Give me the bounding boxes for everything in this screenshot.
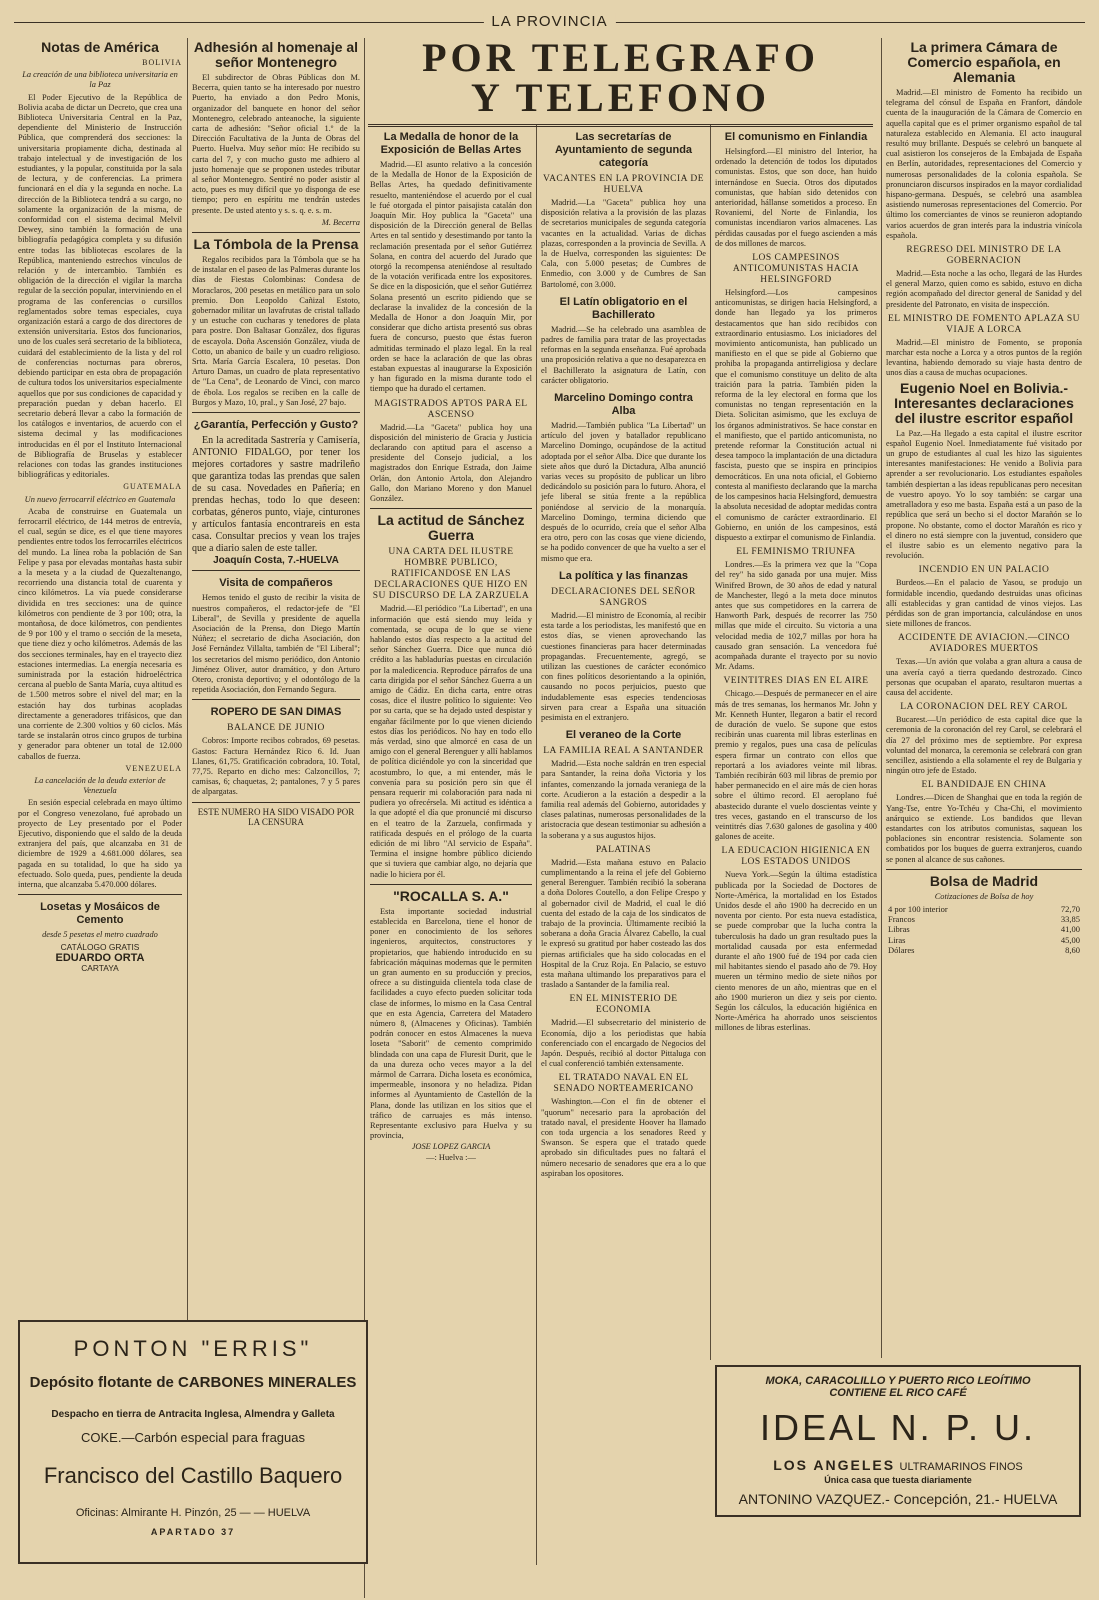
article-subtitle: La creación de una biblioteca universitaria en la Paz	[22, 70, 178, 90]
article-body: Regalos recibidos para la Tómbola que se ha de instalar en el paseo de las Palmeras durante los días de Fiestas Colombinas: Condesa de Moraclaros, 200 pesetas en metálico para un solo premio. Don Leopoldo Cañizal Estoto, gobernador militar un lavafrutas de cristal tallado y un estuche con cucharas y tenedores de plata para postre. Don Baltasar González, dos figuras de escayola. Doña Ascensión González, viuda de Cotto, un abanico de baile y un cuadro religioso. Srta. María García Escalera, 10 pesetas. Don Arturo Damas, un cuadro de plata representativo de "La Cena", de Leonardo de Vinci, con marco de ébola. Los regalos se reciben en la calle de Burgos y Mazo, 10, pral., y San José, 27 bajo.	[192, 255, 360, 407]
section-label: VENEZUELA	[125, 763, 182, 773]
signature: JOSE LOPEZ GARCIA	[411, 1142, 491, 1152]
ad-ideal-line: MOKA, CARACOLILLO Y PUERTO RICO LEOÍTIMO	[765, 1375, 1031, 1387]
masthead: LA PROVINCIA	[483, 13, 615, 30]
ad-ponton-name: Francisco del Castillo Baquero	[43, 1463, 343, 1488]
column-4	[541, 125, 706, 1565]
bolsa-value: 45,00	[1060, 934, 1080, 945]
bolsa-item: Liras	[888, 934, 906, 945]
column-1	[18, 38, 182, 1316]
article-subtitle: MAGISTRADOS APTOS PARA EL ASCENSO	[374, 398, 528, 420]
ad-ideal-npu	[715, 1365, 1081, 1517]
divider	[192, 699, 360, 700]
censura-note: ESTE NUMERO HA SIDO VISADO POR LA CENSURA	[197, 806, 355, 827]
signature: M. Becerra	[321, 217, 360, 227]
article-body: Burdeos.—En el palacio de Yasou, se produjo un formidable incendio, quedando destruidas unas oficinas allí establecidas y gran cantidad de vinos viejos. Las pérdidas son de gran importancia, calculándose en unos siete millones de francos.	[886, 578, 1082, 629]
article-body: Helsingford.—Los campesinos anticomunistas, se dirigen hacia Helsingford, a donde han llegado ya los primeros destacamentos que han sido recibidos con extraordinario entusiasmo. Los iniciadores del movimiento anticomunista, han publicado un manifiesto en el que se pide al Gobierno que prohiba la propaganda antirreligiosa y declare que el comunismo constituye un delito de alta traición para la patria. También piden la reforma de la ley electoral en forma que los comunistas no tengan representación en la Dieta. Solicitan asimismo, que les excluya de los órganos administrativos. Se hace constar en el manifiesto, que el partido anticomunista, no pretende reformar la Constitución actual ni desea tampoco la implantación de una dictadura fascista, puesto que se inspira en principios democráticos. En una nota oficial, el Gobierno contesta al manifiesto declarando que la marcha de los campesinos hacia Helsingford, demuestra la absoluta necesidad de adoptar medidas contra el comunismo de carácter extraordinario. El Gobierno, en unión de los campesinos, está dispuesto a extirpar el comunismo de Finlandia.	[715, 288, 877, 542]
ad-ideal-line: Única casa que tuesta diariamente	[824, 1475, 972, 1485]
article-subtitle: EN EL MINISTERIO DE ECONOMIA	[569, 994, 678, 1016]
article-body: Chicago.—Después de permanecer en el aire más de tres semanas, los hermanos Mr. John y Mr. Kenneth Hunter, llegaron a batir el record de duración de vuelo. Se supone que estos recibirán unas cuarenta mil libras esterlinas en premio y regalos, pues una casa de películas espera firmar un contrato con ellos que reportará a los aviadores veinte mil libras. También recibirán 603 mil libras de premio por haber permanecido en el aire más de cien horas sobre el último record. El aeroplano fué abastecido durante el vuelo doscientas veinte y tres veces, gastando en el transcurso de los veintitrés días 7.630 galones de gasolina y 400 galones de aceite.	[715, 689, 877, 842]
article-subtitle: INCENDIO EN UN PALACIO	[918, 565, 1050, 576]
column-divider	[536, 125, 537, 1565]
divider	[192, 232, 360, 233]
article-title: ROPERO DE SAN DIMAS	[210, 706, 342, 719]
ad-ideal-line: LOS ANGELES	[773, 1457, 896, 1473]
article-subtitle: VACANTES EN LA PROVINCIA DE HUELVA	[542, 174, 705, 195]
bolsa-row	[886, 904, 1082, 914]
ad-body: En la acreditada Sastrería y Camisería, ANTONIO FIDALGO, por tener los mejores cortadores y sastre madrileño que garantiza todas las prendas que salen de su casa. Novedades en Pañería; en prendas hechas, todo lo que deseen: corbatas, géneros punto, viaje, cinturones y artículos fantasía encontrareis en esta casa. Consultar precios y vean los trajes que a diario salen de este taller.	[192, 435, 360, 555]
article-body: Madrid.—El subsecretario del ministerio de Economía, dijo a los periodistas que había conferenciado con el encargado de Negocios del Japón. Después, recibió al doctor Pittaluga con el cual conferenció también extensamente.	[541, 1018, 706, 1069]
bolsa-value: 8,60	[1065, 944, 1080, 955]
article-title: El comunismo en Finlandia	[724, 131, 868, 143]
article-title: El veraneo de la Corte	[565, 729, 682, 742]
article-body: Madrid.—También publica "La Libertad" un artículo del joven y batallador republicano Marcelino Domingo, ocupándose de la actitud adoptada por el señor Alba. Dice que durante los siete años que duró la Dictadura, Alba anunció varias veces su propósito de publicar un libro dedicándolo su posición para lo futuro. Ahora, el jefe liberal se sitúa frente a la república poniéndose al servicio de la monarquía. Marcelino Domingo, termina diciendo que después de lo ocurrido, creía que el señor Alba era otro, pero con las cosas que viene diciendo, se ha podido convencer de que ha vuelto a ser el mismo que era.	[541, 421, 706, 563]
article-body: Cobros: Importe recibos cobrados, 69 pesetas. Gastos: Factura Hernández Rico 6. Id. Juan Llanes, 61,75. Gratificación cobradora, 10. Total, 77,75. Reparto en dicho mes: Calzoncillos, 7; camisas, 6; chaquetas, 2; pantalones, 7 y 5 pares de alpargatas.	[192, 736, 360, 797]
column-divider	[881, 38, 882, 1358]
bolsa-title: Bolsa de Madrid	[929, 872, 1039, 889]
section-label: BOLIVIA	[142, 58, 182, 67]
article-body: Madrid.—Se ha celebrado una asamblea de padres de familia para tratar de las proyectadas reformas en la segunda enseñanza. Fué aprobada una proposición relativa a que no desaparezca en el Bachillerato la asignatura de Latín, con carácter obligatorio.	[541, 324, 706, 385]
column-divider	[710, 125, 711, 1360]
article-subtitle: BALANCE DE JUNIO	[227, 723, 325, 734]
article-body: Helsingford.—El ministro del Interior, ha ordenado la detención de todos los diputados comunistas. Estos, que son doce, han huido internándose en Suecia. Otros dos diputados comunistas, que habían sido detenidos con anterioridad, hállanse sometidos a proceso. En Rovaniemi, del Norte de Finlandia, los comunistas incendiaron varios almacenes. Las pérdidas causadas por el fuego ascienden a más de dos millones de marcos.	[715, 147, 877, 248]
ad-title: Losetas y Mosáicos de Cemento	[40, 901, 160, 927]
article-title: Adhesión al homenaje al señor Montenegro	[193, 39, 359, 70]
ad-line: EDUARDO ORTA	[55, 951, 145, 964]
article-body: Madrid.—El asunto relativo a la concesión de la Medalla de Honor de la Exposición de Bellas Artes, ha quedado definitivamente resuelto, manteniéndose el acuerdo por el cual le fué otorgada el pintor paisajista catalán don Joaquín Mir. Hoy publica la "Gaceta" una disposición de la Dirección general de Bellas Artes en tal sentido y desestimando por tanto la reclamación presentada por el señor Gutiérrez Solana, en contra del acuerdo del Jurado que otorgó la recompensa ateniéndose al resultado de la votación verificada entre los expositores. Se dice en la disposición, que el señor Gutiérrez Solana presentó un escrito pidiendo que se declarase la invalidez de la concesión de la Medalla de Honor a don Joaquín Mir, por considerar que dicho artista presentó sus obras fuera de concurso, puesto que éstas fueron admitidas terminado el plazo legal. En la real orden se hace la aclaración de que las obras estaban expuestas al inaugurarse la Exposición y han figurado en la misma durante todo el tiempo que ha durado el certamen.	[370, 160, 532, 394]
article-title: Notas de América	[41, 39, 159, 55]
main-headline	[368, 35, 873, 120]
divider	[192, 802, 360, 803]
ad-ponton-address: Oficinas: Almirante H. Pinzón, 25 — — HUELVA	[75, 1507, 311, 1519]
ad-line: CARTAYA	[81, 962, 119, 973]
bolsa-value: 41,00	[1060, 924, 1080, 935]
article-body: Madrid.—Esta noche a las ocho, llegará de las Hurdes el general Marzo, quien como es sabido, estuvo en dicha región acompañado del director general de Sanidad y del presidente del Patronato, en visita de inspección.	[886, 269, 1082, 309]
article-body: Washington.—Con el fin de obtener el "quorum" necesario para la aprobación del tratado naval, el presidente Hoover ha llamado con toda urgencia a los senadores Reed y Swanson. Se espera que el tratado quede aprobado sin dificultades pues no faltará el número necesario de senadores que era a lo que aspiraban los opositores.	[541, 1097, 706, 1178]
article-body: Madrid.—Esta noche saldrán en tren especial para Santander, la reina doña Victoria y los infantes, comenzando la jornada veraniega de la corte. Acudieron a la estación a despedir a la familia real además del Gobierno, autoridades y clases palatinas, numerosas personalidades de la aristocracia que desean testimoniar su adhesión a la soberana y a sus augustos hijos.	[541, 759, 706, 840]
bolsa-value: 33,85	[1060, 914, 1080, 925]
ad-ponton-apartado: APARTADO 37	[150, 1527, 236, 1537]
article-subtitle: LA FAMILIA REAL A SANTANDER	[543, 746, 704, 757]
article-body: Madrid.—La "Gaceta" publica hoy una disposición del ministerio de Gracia y Justicia declarando con aptitud para el ascenso a presidente del Consejo judicial, a los magistrados don Enrique Estrada, don Jaime Orlán, don Antonio Artola, don Alejandro Gallo, don Mariano Moreno y don Manuel González.	[370, 422, 532, 504]
headline-line-2: Y TELEFONO	[471, 75, 770, 120]
column-5	[715, 125, 877, 1353]
ad-ponton-erris	[18, 1320, 368, 1564]
article-body: La Paz.—Ha llegado a esta capital el ilustre escritor español Eugenio Noel. Inmediatamente fué visitado por un grupo de estudiantes al cual les hizo las siguientes interesantes manifestaciones: He venido a Bolivia para aprender a ser revolucionario. Los estudiantes españoles también despiertan a las ideas republicanas pero necesitan de vuestro apoyo. Yo lo soy también: se cargar una ametralladora y eso me basta. España está a un paso de la república que será un becho si el doctor Marañón se lo propone. No obstante, como el doctor Marañón es rico y el dinero no está siempre con la juventud, considero que el ilustre sabio es un elemento negativo para la revolución.	[886, 428, 1082, 561]
article-subtitle: Un nuevo ferrocarril eléctrico en Guatemala	[24, 494, 176, 504]
bolsa-item: Dólares	[888, 944, 915, 955]
article-body: El subdirector de Obras Públicas don M. Becerra, quien tanto se ha interesado por nuestro Puerto, ha enviado a don Pedro Monis, organizador del banquete en honor del señor Montenegro, celebrado anteanoche, la siguiente carta de adhesión: "Señor oficial 1.º de la Dirección Facultativa de la Junta de Obras del Puerto. Huelva. Muy señor mío: He recibido su carta del 7, y con mucho gusto me adhiero al justo homenaje que se proponen ustedes tributar al señor Montenegro. Sentiré no poder asistir al acto, pues es muy difícil que yo disponga de ese tiempo; pero en espíritu me tendrán ustedes presente. De usted atento y s. s. q. e. s. m.	[192, 73, 360, 215]
article-body: Madrid.—El ministro de Economía, al recibir esta tarde a los periodistas, les manifestó que en estos días, se vienen aprovechando las cuestiones financieras para hacer determinadas propagandas. Frecuentemente, agregó, se utilizan las cuestiones de carácter económico con fines políticos desorientando a la opinión, causando no pocos perjuicios, puesto que indudablemente esas especies tendenciosas sirven para crear a España una situación pesimista en el extranjero.	[541, 610, 706, 722]
column-divider	[187, 38, 188, 1323]
article-body: Londres.—Dicen de Shanghai que en toda la región de Yang-Tse, entre Yo-Tchéu y Cha-Chi, el movimiento anárquico se extiende. Los bandidos que llevan estandartes con los atributos comunistas, saquean los poblaciones sin encontrar resistencia. Solamente son combatidos por los buques de guerra extranjeros, cuando se ponen al alcance de sus cañones.	[886, 793, 1082, 864]
bolsa-subtitle: Cotizaciones de Bolsa de hoy	[934, 891, 1034, 901]
article-title: La primera Cámara de Comercio española, en Alemania	[907, 39, 1061, 85]
article-subtitle: EL MINISTRO DE FOMENTO APLAZA SU VIAJE A LORCA	[887, 313, 1081, 335]
column-6	[886, 38, 1082, 1358]
article-subtitle: La cancelación de la deuda exterior de Venezuela	[34, 776, 166, 796]
article-body: Hemos tenido el gusto de recibir la visita de nuestros compañeros, el redactor-jefe de "El Liberal", de Sevilla y presidente de aquella Asociación de la Prensa, don Diego Martín Núñez; el secretario de dicha Asociación, don José Fernández Villalta, también de "El Liberal"; los secretarios del mismo periódico, don Antonio Jiménez Oliver, autor dramático, y don Arturo Otero, cronista deportivo; y el odontólogo de la repetida Asociación, don Fernando Segura.	[192, 593, 360, 695]
article-body: Acaba de construirse en Guatemala un ferrocarril eléctrico, de 144 metros de entrevía, el cual, según se dice, es el que tiene mayores pendientes entre todos los ferrocarriles eléctricos del mundo. La línea roba la población de San Felipe y pasa por elevadas montañas hasta subir a la meseta y a la ciudad de Quezaltenango, recorriendo una distancia total de cuarenta y cinco kilómetros. La vía puede considerarse dividida en tres secciones: una de quince kilómetros con pendiente de 3 por 100; otra, la montañosa, de doce kilómetros, con pendientes de 9 por 100 y el tramo o sección de la meseta, que tiene diez y ocho kilómetros. Además de las dos secciones terminales, hay en el trayecto diez estaciones intermedias. La energía necesaria es suministrada por la estación hidroeléctrica cercana al pueblo de Santa María, cuya altitud es de 1.500 metros sobre el nivel del mar; en la estación hay dos turbinas acopladas directamente a generadores trifásicos, que dan una corriente de 2.300 voltios y 60 ciclos. Más tarde se instalarán otros cinco grupos de turbina y generador para obtener un total de 12.000 caballos de fuerza.	[18, 506, 182, 761]
article-title: El Latín obligatorio en el Bachillerato	[559, 295, 688, 321]
ad-ideal-line: ULTRAMARINOS FINOS	[899, 1461, 1023, 1473]
bolsa-item: 4 por 100 interior	[888, 903, 948, 914]
article-subtitle: REGRESO DEL MINISTRO DE LA GOBERNACION	[906, 245, 1062, 267]
ad-address: Joaquín Costa, 7.-HUELVA	[213, 555, 339, 567]
article-title: Visita de compañeros	[219, 577, 333, 590]
ad-ponton-title: PONTON "ERRIS"	[73, 1336, 313, 1361]
ad-city: —: Huelva :—	[426, 1152, 476, 1162]
bolsa-row	[886, 924, 1082, 934]
ad-ideal-line: CONTIENE EL RICO CAFÉ	[829, 1387, 967, 1399]
article-body: En sesión especial celebrada en mayo último por el Congreso venezolano, fué aprobado un proyecto de Ley presentado por el Poder Ejecutivo, disponiendo que el saldo de la deuda extranjera del país, que alcanzaba en 31 de diciembre de 1929 a 4.681.000 dólares, sea pagada en su totalidad, lo que ha sido ya efectuado. Solo queda, pues, pendiente la deuda interna, que alcanzaba 5.470.000 dólares.	[18, 798, 182, 890]
ad-ideal-line: ANTONINO VAZQUEZ.- Concepción, 21.- HUELVA	[738, 1491, 1058, 1507]
article-subtitle: LOS CAMPESINOS ANTICOMUNISTAS HACIA HELSINGFORD	[732, 253, 860, 286]
article-body: Bucarest.—Un periódico de esta capital dice que la ceremonia de la coronación del rey Carol, se celebrará el día 27 del próximo mes de septiembre. Por expresa voluntad del monarca, la ceremonia se celebrará con gran sencillez, asistiendo a ella solamente el rey de Bulgaria y ningún otro jefe de Estado.	[886, 715, 1082, 776]
article-subtitle: LA CORONACION DEL REY CAROL	[900, 702, 1068, 713]
divider	[18, 894, 182, 895]
bolsa-item: Francos	[888, 914, 915, 925]
article-body: Nueva York.—Según la última estadística publicada por la Sociedad de Doctores de Norte-América, la mortalidad en los Estados Unidos desde el año 1900 ha decrecido en un noventa por ciento. Por esta nueva estadística, se puede comprobar que la lucha contra la tuberculosis ha dado un gran resultado pues la mortalidad causada por esta enfermedad durante el año 1900 fué de 194 por cada cien mil habitantes siendo el pasado año de 79. Hoy mueren un término medio de siete niños por ciento menores de un año, mientras que en el año 1900 murieron un diez y seis por ciento. Según los cálculos, la educación higiénica en Norte-América ha ahorrado unos seiscientos millones de libras esterlinas.	[715, 870, 877, 1033]
bolsa-row	[886, 935, 1082, 945]
ad-ponton-line: COKE.—Carbón especial para fraguas	[80, 1430, 305, 1445]
bolsa-item: Libras	[888, 924, 910, 935]
divider	[192, 412, 360, 413]
article-subtitle: VEINTITRES DIAS EN EL AIRE	[723, 676, 869, 687]
ad-ponton-line: Depósito flotante de CARBONES MINERALES	[29, 1374, 357, 1391]
article-title: Eugenio Noel en Bolivia.-Interesantes declaraciones del ilustre escritor español	[894, 379, 1074, 426]
bolsa-row	[886, 945, 1082, 955]
ad-body: Esta importante sociedad industrial establecida en Barcelona, tiene el honor de poner en conocimiento de los señores ingenieros, arquitectos, constructores y propietarios, que habiendo introducido en su fabricación máquinas modernas que le permiten un gran aumento en su producción y precios, ofrece a su distinguida clientela toda clase de facilidades a cuyo efecto pueden solicitar toda clase de informes, lo mismo en la Casa Central que en esta Agencia, Carretera del Matadero número 8, (Almacenes y Oficinas). También podrán conocer en estos Almacenes la nueva loseta "Saborit" de cemento comprimido blindada con una capa de Fluresit Durit, que le da una dureza ocho veces mayor a la del mármol de Carrara. Dicha loseta es económica, impermeable, insonora y no heladiza. Pidan informes al Ayuntamiento de Castellón de la Plana, donde las utilizan en los sitios que el tráfico de carruajes es más intenso. Representante exclusivo para Huelva y su provincia,	[370, 906, 532, 1141]
article-title: Marcelino Domingo contra Alba	[554, 392, 693, 418]
article-title: La Medalla de honor de la Exposición de Bellas Artes	[380, 131, 522, 156]
headline-line-1: POR TELEGRAFO	[422, 35, 819, 80]
divider	[370, 508, 532, 509]
divider	[192, 570, 360, 571]
article-subtitle: ACCIDENTE DE AVIACION.—CINCO AVIADORES MUERTOS	[898, 633, 1070, 655]
article-subtitle: EL BANDIDAJE EN CHINA	[921, 780, 1047, 791]
article-subtitle: EL FEMINISMO TRIUNFA	[736, 547, 856, 558]
article-subtitle: DECLARACIONES DEL SEÑOR SANGROS	[551, 586, 696, 608]
ad-title: "ROCALLA S. A."	[393, 887, 509, 904]
article-body: Madrid.—La "Gaceta" publica hoy una disposición relativa a la provisión de las plazas de secretarios municipales de segunda categoría vacantes en la actualidad. Varias de dichas plazas, corresponden a la provincia de Sevilla. A la de Huelva, corresponden las siguientes: De Cala, con 5.000 pesetas; de Cumbres de Enmedio, con 3.000 y de Cumbres de San Bartolomé, con 3.000.	[541, 198, 706, 289]
article-body: Madrid.—El ministro de Fomento ha recibido un telegrama del cónsul de España en Franfort, dándole cuenta de la inauguración de la Cámara de Comercio en aquella capital que es el primer organismo español de tal naturaleza establecido en Alemania. El acto inaugural resultó muy brillante. Después se celebró un banquete al cual asistieron los consejeros de la Embajada de España en Berlín, autoridades, representaciones del Comercio y numerosas personalidades de la colonia española. Se pronunciaron discursos inspirados en la mayor cordialidad hispano-germana. Después, se celebró una asamblea asistiendo numerosas representaciones del Comercio. Por último los comerciantes de vinos se reunieron adoptando varios acuerdos de gran interés para la industria vinícola española.	[886, 88, 1082, 240]
article-title: La actitud de Sánchez Guerra	[377, 512, 525, 544]
column-2	[192, 38, 360, 1273]
article-body: Texas.—Un avión que volaba a gran altura a causa de una avería cayó a tierra quedando destrozado. Cinco personas que ocupaban el aparato, resultaron muertas a causa del accidente.	[886, 657, 1082, 697]
article-title: Las secretarías de Ayuntamiento de segunda categoría	[554, 131, 693, 169]
article-body: Londres.—Es la primera vez que la "Copa del rey" ha sido ganada por una mujer. Miss Winifred Brown, de 30 años de edad y natural de Manchester, llegó a la meta doce minutos antes que sus competidores en la carrera de Hanworth Park, después de recorrer las 750 millas que mide el circuito. Su victoria a una velocidad media de 102,7 millas por hora ha causado gran sensación. La vencedora fué acompañada durante el trayecto por su novio Mr. Adams.	[715, 560, 877, 672]
article-title: La política y las finanzas	[559, 569, 688, 582]
column-3	[370, 125, 532, 1565]
article-title: La Tómbola de la Prensa	[193, 236, 359, 253]
article-body: Madrid.—El periódico "La Libertad", en una información que está siendo muy leída y comentada, se ocupa de lo que se viene hablando estos días respecto a la actitud del señor Sánchez Guerra. Dice que nunca dió crédito a las habladurías puestas en circulación por la maledicencia. Reproduce párrafos de una carta dirigida por el señor Sánchez Guerra a un amigo de Cádiz. En dicha carta, entre otras cosas, dice el ilustre político lo siguiente: Veo por su carta, que se ha dejado usted despistar y engañar fácilmente por lo que vienen diciendo estos días los periódicos. No hay en todo ello más verdad, sino que almorcé en casa de un amigo con el general Berenguer y allí hablamos de política diciéndole yo con la sinceridad que acostumbro, lo que, a mi entender, más le convenía para su posición pero sin que él pensara requerir mi colaboración para nada ni pudiera yo ofrecérsela. Mi actitud es idéntica a la que adopté el día que pronuncié mi discurso en el teatro de la Zarzuela, confirmada y ratificada después en el prólogo de la cuarta edición de mi libro "Al servicio de España". Termina el insigne hombre público diciendo que si tuviera que cambiar algo, no dejaría que nadie lo hiciera por él.	[370, 604, 532, 879]
ad-ponton-line: Despacho en tierra de Antracita Inglesa, Almendra y Galleta	[51, 1409, 335, 1420]
divider	[886, 869, 1082, 870]
article-subtitle: LA EDUCACION HIGIENICA EN LOS ESTADOS UNIDOS	[721, 846, 871, 868]
article-body: Madrid.—Esta mañana estuvo en Palacio cumplimentando a la reina el jefe del Gobierno general Berenguer. También recibió la soberana a doña Dolores Coutello, a don Felipe Crespo y al gobernador civil de Madrid, el cual le dió cuenta del estado de la caja de los sindicatos de trabajo de la provincia. Últimamente recibió la soberana a doña Gracia Álvarez Cabello, la cual le expresó su gratitud por haber costeado las dos piernas artificiales que ha sido colocadas en el Hospital de la Cruz Roja. En Palacio, se estuvo esta mañana ultimando los preparativos para el traslado a Santander de la familia real.	[541, 857, 706, 990]
ad-ideal-title: IDEAL N. P. U.	[759, 1407, 1037, 1448]
article-body: El Poder Ejecutivo de la República de Bolivia acaba de dictar un Decreto, que crea una Biblioteca Universitaria Central en la Paz, dependiente del Ministerio de Instrucción Pública, que comprenderá dos secciones: la universitaria propiamente dicha, destinada al trabajo intelectual y de investigación de los estudiantes, y la popular, constituida por la sala de lectura, y de conferencias. La primera funcionará en el día y la segunda en noche. La dirección de la Biblioteca tendrá a su cargo, no solamente la organización de la misma, de conformidad con el sistema decimal Melvil Dewey, sino también la formación de una bibliografía pedagógica completa y su difusión entre todas las bibliotecas escolares de la República, manteniendo estrechos vínculos de relación y de intercambio. También es obligación de la dirección el vigilar la marcha regular de la sección popular, interviniendo en el programa de las conferencias o cursillos reglamentados sobre temas especiales, cuya organización estará a cargo de dos directores de extensión universitaria. Estos dos funcionarios, uno de los cuales será secretario de la biblioteca, cuidará del establecimiento de la lista y del rol de conferencias nocturnas para obreros, debiendo participar en esta obra de propagación de cultura todos los universitarios especialmente aquellos que por sus condiciones de capacidad y preparación puedan y deban hacerlo. El secretario deberá llevar a cabo la formación de los catálogos e inventarios, de acuerdo con el sistema decimal y las modificaciones introducidas en él por el Instituto Internacional de Bibliografía de Bruselas y establecer relaciones con todas las grandes instituciones bibliográficas y editoriales.	[18, 92, 182, 480]
divider	[370, 884, 532, 885]
ad-line: desde 5 pesetas el metro cuadrado	[42, 930, 158, 940]
bolsa-value: 72,70	[1060, 903, 1080, 914]
article-subtitle: EL TRATADO NAVAL EN EL SENADO NORTEAMERICANO	[553, 1073, 694, 1095]
article-subtitle: UNA CARTA DEL ILUSTRE HOMBRE PUBLICO, RATIFICANDOSE EN LAS DECLARACIONES QUE HIZO EN SU DISCURSO DE LA ZARZUELA	[372, 547, 530, 602]
section-label: GUATEMALA	[123, 482, 182, 492]
bolsa-table	[886, 904, 1082, 955]
article-body: Madrid.—El ministro de Fomento, se proponía marchar esta noche a Lorca y a otros puntos de la región levantina, habiendo demorado su viaje hasta dentro de unos días a causa de muchas ocupaciones.	[886, 337, 1082, 378]
ad-line: CATÁLOGO GRATIS	[60, 942, 140, 953]
article-subtitle: PALATINAS	[595, 844, 652, 855]
ad-ideal-row	[717, 1457, 1079, 1475]
bolsa-row	[886, 914, 1082, 924]
ad-title: ¿Garantía, Perfección y Gusto?	[193, 419, 359, 432]
